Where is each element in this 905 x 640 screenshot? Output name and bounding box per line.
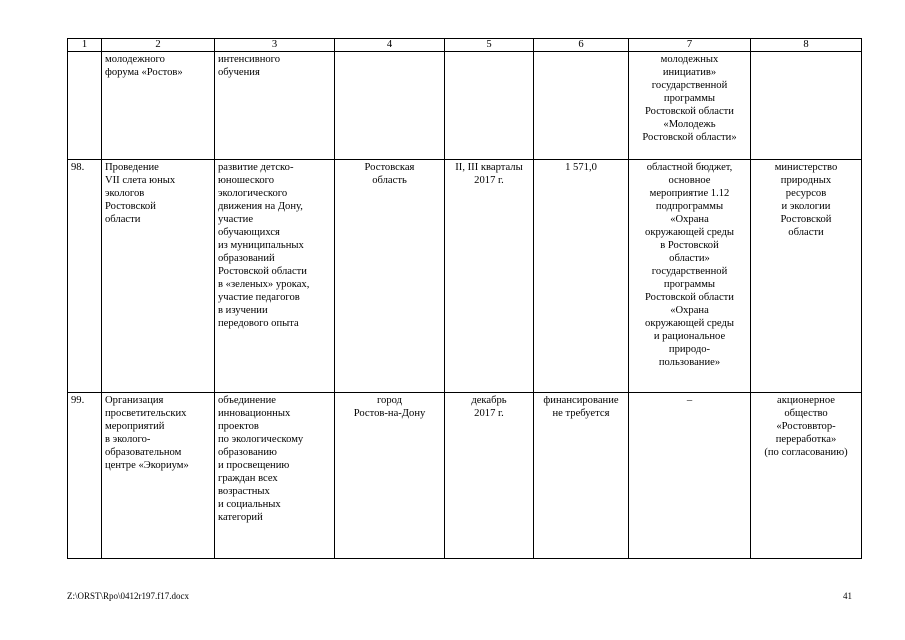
column-header: 5: [445, 39, 534, 52]
funding-amount: 1 571,0: [534, 160, 629, 393]
row-number: [68, 52, 102, 160]
event-period: [445, 52, 534, 160]
column-header: 8: [751, 39, 862, 52]
event-name: Организация просветительских мероприятий в эколого- образовательном центре «Экориум»: [102, 393, 215, 559]
column-header: 3: [215, 39, 335, 52]
row-number: 98.: [68, 160, 102, 393]
event-executor: министерство природных ресурсов и экологии Ростовской области: [751, 160, 862, 393]
column-header: 1: [68, 39, 102, 52]
event-goal: объединение инновационных проектов по экологическому образованию и просвещению граждан всех возрастных и социальных категорий: [215, 393, 335, 559]
column-header: 2: [102, 39, 215, 52]
column-header: 7: [629, 39, 751, 52]
funding-source: областной бюджет, основное мероприятие 1.12 подпрограммы «Охрана окружающей среды в Ростовской области» государственной программы Ростовской области «Охрана окружающей среды и рациональное природо- пользование»: [629, 160, 751, 393]
event-name: молодежного форума «Ростов»: [102, 52, 215, 160]
column-header: 6: [534, 39, 629, 52]
event-place: [335, 52, 445, 160]
row-number: 99.: [68, 393, 102, 559]
event-goal: развитие детско- юношеского экологического движения на Дону, участие обучающихся из муниципальных образований Ростовской области в «зеленых» уроках, участие педагогов в изучении передового опыта: [215, 160, 335, 393]
footer-file-path: Z:\ORST\Rpo\0412r197.f17.docx: [67, 591, 189, 601]
table-row: [68, 52, 862, 160]
table-row: [68, 393, 862, 559]
funding-amount: финансирование не требуется: [534, 393, 629, 559]
event-executor: [751, 52, 862, 160]
event-place: Ростовская область: [335, 160, 445, 393]
events-table: [67, 38, 862, 559]
event-period: II, III кварталы 2017 г.: [445, 160, 534, 393]
table-row: [68, 160, 862, 393]
funding-source: молодежных инициатив» государственной программы Ростовской области «Молодежь Ростовской области»: [629, 52, 751, 160]
funding-amount: [534, 52, 629, 160]
column-header: 4: [335, 39, 445, 52]
event-period: декабрь 2017 г.: [445, 393, 534, 559]
table-header-row: [68, 39, 862, 52]
funding-source: –: [629, 393, 751, 559]
event-name: Проведение VII слета юных экологов Ростовской области: [102, 160, 215, 393]
event-goal: интенсивного обучения: [215, 52, 335, 160]
event-executor: акционерное общество «Ростоввтор- переработка» (по согласованию): [751, 393, 862, 559]
event-place: город Ростов-на-Дону: [335, 393, 445, 559]
footer-page-number: 41: [843, 591, 852, 601]
